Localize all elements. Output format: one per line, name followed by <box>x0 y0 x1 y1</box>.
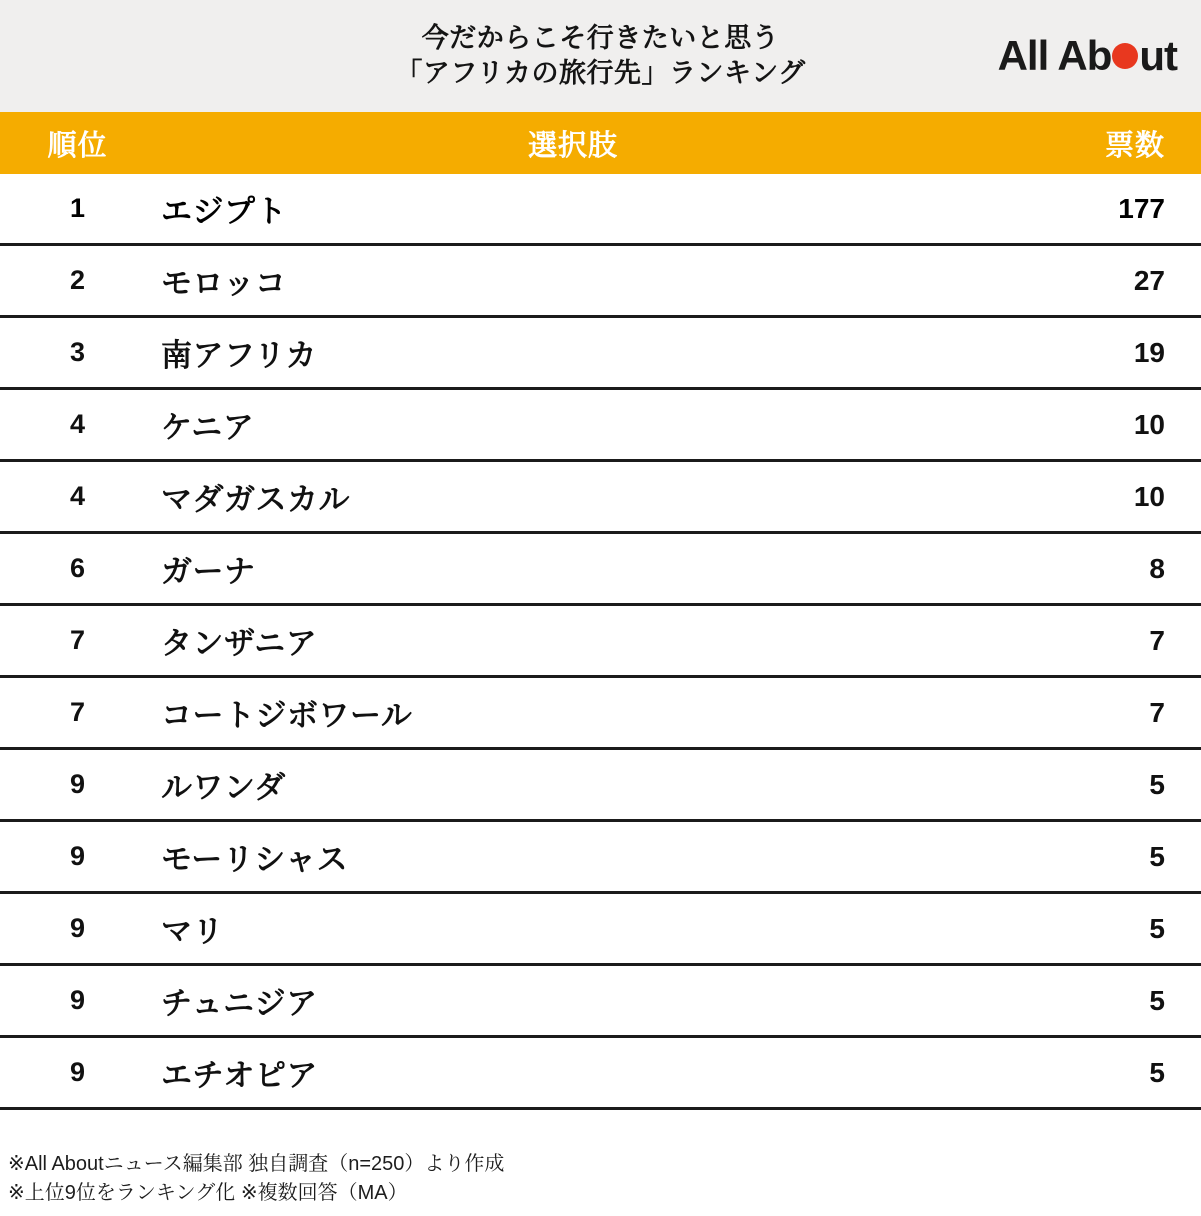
logo-text <box>998 32 1177 80</box>
row-choice: ケニア <box>161 410 255 445</box>
page-title-line-2: 「アフリカの旅行先」ランキング <box>395 58 806 88</box>
table-row <box>0 678 1201 750</box>
row-choice: ルワンダ <box>161 770 286 805</box>
row-rank: 4 <box>69 481 86 511</box>
table-row <box>0 750 1201 822</box>
ranking-table <box>0 112 1201 1140</box>
row-votes: 5 <box>1149 768 1165 800</box>
table-row <box>0 822 1201 894</box>
column-header-rank: 順位 <box>47 129 108 162</box>
table-row <box>0 174 1201 246</box>
row-votes: 5 <box>1149 912 1165 944</box>
header-band <box>0 0 1201 112</box>
row-votes: 7 <box>1149 696 1165 728</box>
row-votes: 5 <box>1149 840 1165 872</box>
row-rank: 9 <box>69 841 86 871</box>
row-choice: マリ <box>161 914 224 949</box>
row-rank: 6 <box>69 553 86 583</box>
table-row <box>0 462 1201 534</box>
page-title-line-1: 今だからこそ行きたいと思う <box>421 23 780 54</box>
row-rank: 9 <box>69 1057 86 1087</box>
row-rank: 3 <box>69 337 86 367</box>
row-choice: エチオピア <box>161 1058 318 1093</box>
page-title <box>395 21 805 90</box>
logo-text-before: All Ab <box>997 32 1112 79</box>
row-choice: タンザニア <box>161 626 318 661</box>
row-choice: コートジボワール <box>161 698 413 733</box>
row-choice: エジプト <box>161 194 287 229</box>
footer-note-2: ※上位9位をランキング化 ※複数回答（MA） <box>8 1182 408 1204</box>
table-row <box>0 606 1201 678</box>
column-header-choice: 選択肢 <box>527 129 618 162</box>
row-rank: 9 <box>69 913 86 943</box>
row-choice: チュニジア <box>161 986 318 1021</box>
row-votes: 10 <box>1133 408 1165 440</box>
footer-notes <box>0 1140 1201 1216</box>
row-choice: モーリシャス <box>161 842 349 877</box>
row-rank: 7 <box>69 697 86 727</box>
table-row <box>0 390 1201 462</box>
row-votes: 5 <box>1149 984 1165 1016</box>
table-row <box>0 1038 1201 1110</box>
row-votes: 27 <box>1133 264 1165 296</box>
footer-note-1: ※All Aboutニュース編集部 独自調査（n=250）より作成 <box>8 1153 505 1175</box>
row-choice: マダガスカル <box>161 482 350 517</box>
row-votes: 19 <box>1133 336 1165 368</box>
table-row <box>0 318 1201 390</box>
row-rank: 1 <box>69 193 86 223</box>
table-row <box>0 894 1201 966</box>
table-row <box>0 246 1201 318</box>
row-rank: 7 <box>69 625 86 655</box>
row-votes: 8 <box>1149 552 1165 584</box>
allabout-logo <box>998 32 1177 80</box>
row-rank: 2 <box>69 265 86 295</box>
column-header-votes: 票数 <box>1104 129 1165 162</box>
row-votes: 177 <box>1118 192 1165 224</box>
row-rank: 9 <box>69 985 86 1015</box>
logo-text-after: ut <box>1139 32 1177 79</box>
table-row <box>0 966 1201 1038</box>
row-choice: 南アフリカ <box>161 338 317 373</box>
row-rank: 4 <box>69 409 86 439</box>
logo-dot-icon <box>1112 43 1138 69</box>
table-header-row <box>0 112 1201 174</box>
row-votes: 5 <box>1149 1056 1165 1088</box>
row-rank: 9 <box>69 769 86 799</box>
table-row <box>0 534 1201 606</box>
row-votes: 10 <box>1133 480 1165 512</box>
row-votes: 7 <box>1149 624 1165 656</box>
row-choice: モロッコ <box>161 266 287 301</box>
row-choice: ガーナ <box>161 554 256 589</box>
